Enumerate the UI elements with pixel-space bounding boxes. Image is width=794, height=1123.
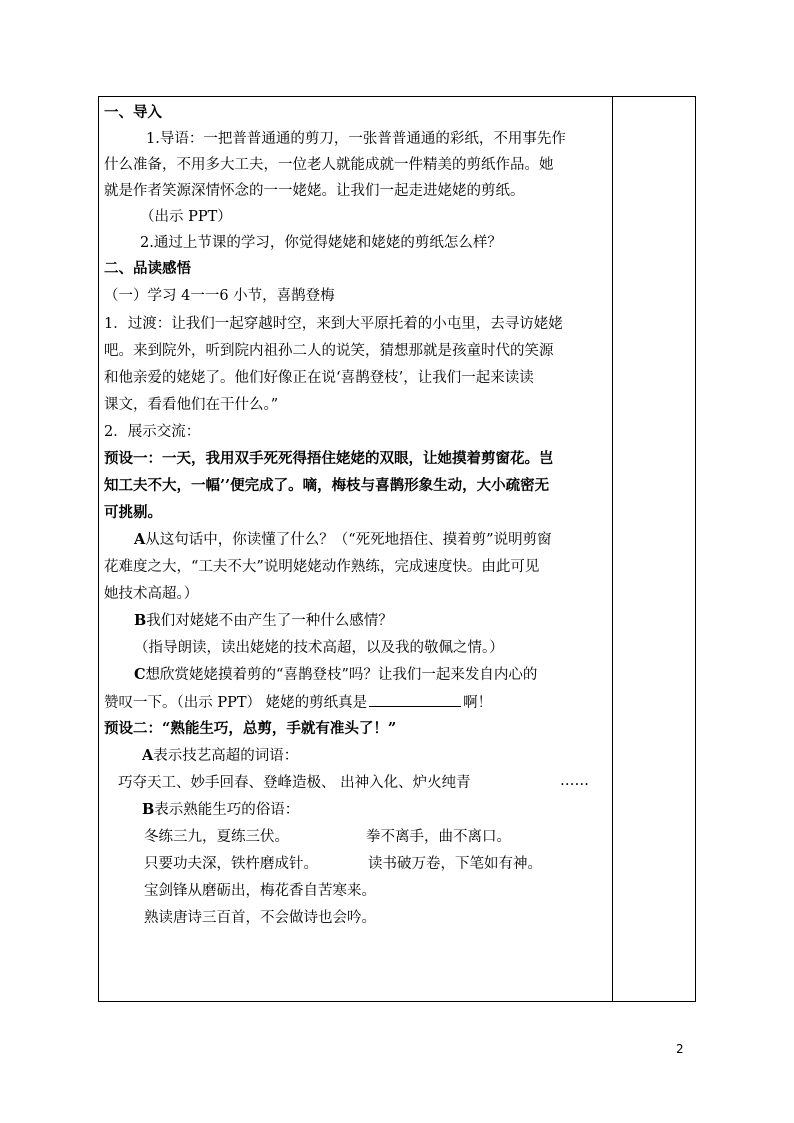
- point-a-label: A: [134, 531, 146, 548]
- proverb: 熟读唐诗三百首，不会做诗也会吟。: [144, 910, 376, 926]
- point-b-label: B: [134, 612, 147, 629]
- preset1-line: 可挑剔。: [104, 504, 162, 521]
- point-a2-line: [142, 746, 298, 766]
- point-b2-line: [142, 800, 299, 820]
- point-c-text: 赞叹一下。（出示 PPT） 姥姥的剪纸真是: [104, 695, 368, 711]
- point-a2-text: 表示技艺高超的词语：: [153, 748, 299, 764]
- point-b-text: 我们对姥姥不由产生了一种什么感情？: [146, 613, 393, 629]
- point-c-label: C: [134, 666, 146, 683]
- point-a2-label: A: [142, 747, 154, 764]
- preset1-line: 知工夫不大，一幅’’便完成了。嘀，梅枝与喜鹊形象生动，大小疏密无: [104, 477, 550, 494]
- transition-line: 和他亲爱的姥姥了。他们好像正在说‘喜鹊登枝’，让我们一起来读读: [104, 370, 534, 386]
- point-b-line: （指导朗读，读出姥姥的技术高超，以及我的敬佩之情。）: [134, 640, 504, 656]
- transition-line: 吧。来到院外，听到院内祖孙二人的说笑，猜想那就是孩童时代的笑源: [104, 343, 554, 359]
- point-a-line: 花难度之大，“工夫不大”说明姥姥动作熟练，完成速度快。由此可见: [104, 559, 540, 575]
- point-c-text: 啊！: [463, 695, 493, 711]
- point-c-line: [134, 665, 537, 685]
- preset2-line: 预设二：“熟能生巧，总剪，手就有准头了！”: [104, 720, 397, 737]
- page-number: 2: [676, 1042, 684, 1056]
- column-divider: [612, 96, 613, 1002]
- proverb: 拳不离手，曲不离口。: [366, 829, 511, 845]
- point-a-line: [134, 530, 552, 550]
- point-b-line: [134, 611, 393, 631]
- section2-heading: 二、品读感悟: [104, 260, 191, 277]
- proverb: 只要功夫深，铁杵磨成针。: [144, 856, 318, 872]
- intro-paragraph-line: 什么准备，不用多大工夫，一位老人就能成就一件精美的剪纸作品。她: [104, 157, 554, 173]
- point-b2-text: 表示熟能生巧的俗语：: [154, 802, 300, 818]
- point-a-line: 她技术高超。）: [104, 586, 199, 602]
- point-c-text: 想欣赏姥姥摸着剪的“喜鹊登枝”吗？让我们一起来发自内心的: [145, 667, 538, 683]
- intro-paragraph-line: 就是作者笑源深情怀念的一一姥姥。让我们一起走进姥姥的剪纸。: [104, 183, 525, 199]
- fill-in-blank: [369, 692, 461, 707]
- intro-paragraph-line: 1.导语：一把普普通通的剪刀，一张普普通通的彩纸，不用事先作: [146, 131, 566, 147]
- proverb: 读书破万卷，下笔如有神。: [368, 856, 542, 872]
- ellipsis: ……: [560, 773, 589, 789]
- idioms-line: 巧夺天工、妙手回春、登峰造极、 出神入化、炉火纯青: [118, 775, 471, 791]
- transition-line: 1．过渡：让我们一起穿越时空，来到大平原托着的小屯里，去寻访姥姥: [104, 316, 563, 332]
- point-b2-label: B: [142, 801, 155, 818]
- ppt-note: （出示 PPT）: [140, 209, 232, 225]
- subsection-heading: （一）学习 4一一6 小节，喜鹊登梅: [104, 288, 335, 304]
- section1-heading: 一、导入: [104, 104, 162, 121]
- preset1-line: 预设一：一天，我用双手死死得捂住姥姥的双眼，让她摸着剪窗花。岂: [104, 450, 554, 467]
- question-2: 2.通过上节课的学习，你觉得姥姥和姥姥的剪纸怎么样？: [140, 235, 502, 251]
- exchange-heading: 2．展示交流：: [104, 424, 201, 440]
- transition-line: 课文，看看他们在干什么。”: [104, 397, 279, 413]
- point-a-text: 从这句话中，你读懂了什么？（“死死地捂住、摸着剪”说明剪窗: [145, 532, 552, 548]
- proverb: 宝剑锋从磨砺出，梅花香自苦寒来。: [144, 883, 376, 899]
- point-c-line: [104, 692, 492, 713]
- proverb: 冬练三九，夏练三伏。: [144, 829, 289, 845]
